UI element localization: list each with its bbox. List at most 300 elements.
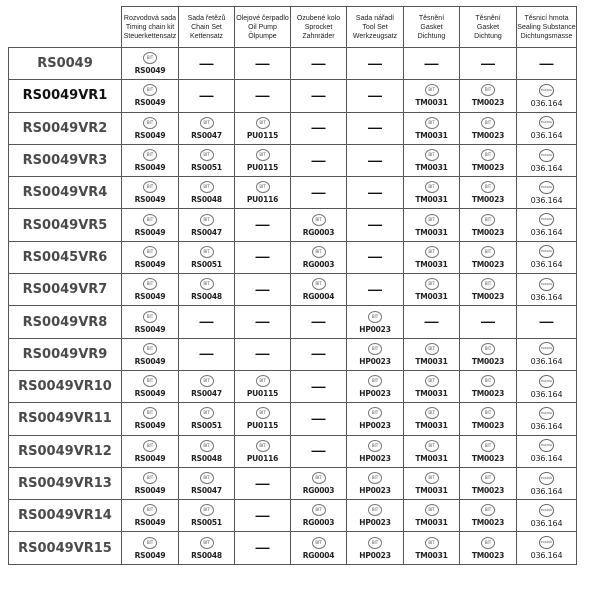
part-code: RS0047 [191,389,222,399]
model-number: RS0049VR7 [22,282,108,298]
part-entry [517,375,576,399]
bit-logo-icon: BIT [256,181,270,193]
bit-logo-icon: BIT [425,407,439,419]
part-entry [347,343,403,366]
part-code: 036.164 [530,195,563,205]
part-entry [404,278,459,301]
part-entry [347,537,403,560]
part-cell [347,338,404,370]
part-cell [235,500,291,532]
part-entry [404,181,459,204]
part-entry [122,149,178,172]
not-applicable-dash: — [368,151,382,168]
part-entry [404,407,459,430]
part-code: RS0049 [134,195,166,205]
part-cell [291,209,347,241]
bit-logo-icon: BIT [481,181,495,193]
model-cell [9,177,122,209]
part-cell [404,241,460,273]
part-entry [179,149,234,172]
part-code: 036.164 [530,486,563,496]
part-entry [347,375,403,398]
part-entry [179,537,234,560]
part-entry [404,375,459,398]
part-entry [517,278,576,302]
part-cell [179,500,235,532]
bit-logo-icon: BIT [143,117,157,129]
part-cell [347,112,404,144]
model-number: RS0049VR10 [18,379,112,395]
part-cell [517,403,577,435]
model-cell [9,435,122,467]
part-cell [460,306,517,338]
part-entry [122,440,178,463]
column-header-line: Chain Set [191,23,222,31]
part-entry [347,472,403,495]
part-code: 036.164 [530,551,563,561]
model-cell [9,370,122,402]
bit-logo-icon: BIT [200,407,214,419]
bit-logo-icon: BIT [368,440,382,452]
bit-logo-icon: BIT [256,440,270,452]
part-cell [347,241,404,273]
part-cell [291,48,347,80]
column-header-line: Sada nářadí [355,14,395,22]
part-code: TM0031 [415,389,448,399]
part-code: TM0031 [415,98,448,108]
part-entry [404,214,459,237]
bit-logo-icon: BIT [200,472,214,484]
not-applicable-dash: — [199,313,214,330]
table-row [9,435,577,467]
part-cell [460,403,517,435]
part-cell [517,80,577,112]
part-code: 036.164 [530,98,563,108]
table-row [9,532,577,564]
part-code: RS0051 [191,518,222,528]
column-header-line: Oil Pump [248,23,277,31]
column-header-line: Sada řetězů [187,14,226,22]
not-applicable-dash: — [255,345,270,362]
part-cell [235,532,291,564]
part-cell [179,80,235,112]
part-cell [347,532,404,564]
table-row [9,306,577,338]
column-header-line: Těsnění [475,14,501,22]
bit-logo-icon: BIT [481,407,495,419]
part-code: HP0023 [359,550,391,560]
not-applicable-dash: — [255,248,270,265]
part-cell [517,338,577,370]
part-cell [179,370,235,402]
bit-logo-icon: BIT [312,214,326,226]
part-entry [460,181,516,204]
column-header-line: Sealing Substance [517,23,576,31]
part-entry [235,149,290,172]
column-header-line: Dichtung [474,32,502,40]
bit-logo-icon: BIT [143,407,157,419]
part-cell [235,435,291,467]
part-cell [179,306,235,338]
part-cell [291,177,347,209]
part-code: RS0049 [134,292,166,302]
bit-logo-icon: BIT [143,84,157,96]
part-cell [404,177,460,209]
part-cell [404,500,460,532]
part-entry [404,504,459,527]
part-entry [122,407,178,430]
bit-logo-icon: BIT [312,537,326,549]
not-applicable-dash: — [255,474,270,491]
table-row [9,209,577,241]
bit-logo-icon: BIT [425,440,439,452]
part-code: RS0049 [134,227,166,237]
part-cell [291,241,347,273]
bit-logo-icon: BIT [200,149,214,161]
bit-logo-icon: BIT [200,537,214,549]
column-header [179,7,235,48]
model-cell [9,241,122,273]
not-applicable-dash: — [368,216,382,233]
part-entry [517,213,576,237]
part-code: 036.164 [530,357,563,367]
part-code: TM0023 [471,421,505,431]
part-code: TM0023 [471,486,505,495]
part-cell [517,144,577,176]
bit-logo-icon: BIT [200,375,214,387]
elring-logo-icon: ELRING [539,149,554,162]
bit-logo-icon: BIT [425,117,439,129]
part-cell [460,435,517,467]
table-row [9,338,577,370]
part-cell [460,241,517,273]
part-cell [291,80,347,112]
model-cell [9,532,122,564]
bit-logo-icon: BIT [200,278,214,290]
model-number: RS0049VR5 [22,217,108,233]
not-applicable-dash: — [311,151,326,168]
column-header-line: Dichtungsmasse [520,32,573,40]
column-header-line: Kettensatz [189,32,224,40]
part-cell [291,338,347,370]
part-entry [460,375,516,398]
table-row [9,500,577,532]
table-row [9,80,577,112]
part-cell [347,177,404,209]
part-code: TM0023 [471,518,505,528]
elring-logo-icon: ELRING [539,407,554,420]
part-code: TM0023 [471,356,505,366]
part-cell [517,274,577,306]
part-cell [179,177,235,209]
part-cell [404,338,460,370]
part-code: RS0048 [191,550,222,560]
part-cell [460,500,517,532]
part-cell [179,532,235,564]
part-entry [460,440,516,463]
model-number: RS0049VR15 [18,540,112,556]
elring-logo-icon: ELRING [539,375,554,388]
bit-logo-icon: BIT [481,343,495,355]
part-code: RS0051 [191,421,222,431]
not-applicable-dash: — [199,345,214,362]
part-entry [517,439,576,463]
table-row [9,370,577,402]
part-cell [517,467,577,499]
bit-logo-icon: BIT [256,407,270,419]
bit-logo-icon: BIT [256,117,270,129]
part-code: PU0116 [246,195,279,205]
part-cell [460,274,517,306]
not-applicable-dash: — [311,409,326,426]
part-cell [122,500,179,532]
column-header-line: Zahnräder [302,32,335,40]
model-number: RS0049VR12 [18,443,112,459]
part-code: RS0049 [134,453,166,463]
bit-logo-icon: BIT [481,278,495,290]
bit-logo-icon: BIT [200,214,214,226]
part-entry [347,504,403,527]
part-cell [235,338,291,370]
part-cell [347,144,404,176]
not-applicable-dash: — [311,442,326,459]
part-entry [179,375,234,398]
part-entry [291,537,346,560]
elring-logo-icon: ELRING [539,245,554,258]
bit-logo-icon: BIT [481,149,495,161]
part-code: RS0047 [191,227,222,237]
part-code: HP0023 [359,324,391,334]
model-cell [9,80,122,112]
part-entry [179,278,234,301]
part-entry [122,278,178,301]
part-entry [460,117,516,140]
not-applicable-dash: — [255,54,270,71]
bit-logo-icon: BIT [368,407,382,419]
column-header [460,7,517,48]
column-header-line: Ölpumpe [248,32,277,40]
part-entry [460,278,516,301]
table-row [9,274,577,306]
bit-logo-icon: BIT [143,375,157,387]
table-row [9,467,577,499]
bit-logo-icon: BIT [481,84,495,96]
model-number: RS0049 [37,56,93,72]
part-entry [122,84,178,107]
not-applicable-dash: — [424,54,439,71]
part-cell [122,144,179,176]
part-code: RS0048 [191,453,222,463]
part-code: TM0031 [415,356,448,366]
not-applicable-dash: — [311,345,326,362]
part-code: TM0023 [471,453,505,463]
part-cell [517,370,577,402]
part-cell [122,467,179,499]
part-entry [460,504,516,527]
part-code: PU0115 [246,421,279,431]
part-cell [235,241,291,273]
part-entry [460,407,516,430]
part-entry [235,117,290,140]
column-header-line: Tool Set [362,23,388,31]
bit-logo-icon: BIT [143,311,157,323]
part-cell [291,500,347,532]
column-header-line: Timing chain kit [125,23,175,31]
part-code: TM0023 [471,98,505,108]
bit-logo-icon: BIT [368,343,382,355]
part-code: RG0003 [302,486,335,495]
not-applicable-dash: — [368,119,382,136]
model-number: RS0049VR8 [22,314,108,330]
column-header-line: Werkzeugsatz [352,32,398,40]
part-cell [404,48,460,80]
elring-logo-icon: ELRING [539,439,554,452]
part-cell [347,467,404,499]
part-code: 036.164 [530,260,563,270]
model-number: RS0049VR1 [22,88,108,104]
model-number: RS0049VR11 [18,411,112,427]
part-code: 036.164 [530,292,563,302]
part-cell [404,144,460,176]
part-cell [179,274,235,306]
bit-logo-icon: BIT [425,504,439,516]
model-cell [9,338,122,370]
part-cell [347,306,404,338]
bit-logo-icon: BIT [425,537,439,549]
part-code: PU0116 [246,453,279,463]
part-entry [460,343,516,366]
part-cell [179,467,235,499]
part-cell [179,112,235,144]
part-cell [404,112,460,144]
part-code: RS0049 [134,421,166,431]
part-cell [347,500,404,532]
column-header-line: Olejové čerpadlo [236,14,289,22]
corner-cell [9,7,122,48]
part-entry [179,407,234,430]
bit-logo-icon: BIT [143,149,157,161]
elring-logo-icon: ELRING [539,116,554,129]
part-cell [122,209,179,241]
part-code: HP0023 [359,486,391,495]
table-row [9,241,577,273]
part-cell [460,144,517,176]
not-applicable-dash: — [368,54,382,71]
part-cell [122,177,179,209]
part-cell [517,241,577,273]
bit-logo-icon: BIT [481,504,495,516]
part-cell [460,370,517,402]
part-code: HP0023 [359,389,391,399]
part-code: 036.164 [530,421,563,431]
elring-logo-icon: ELRING [539,342,554,355]
bit-logo-icon: BIT [425,246,439,258]
bit-logo-icon: BIT [200,440,214,452]
part-entry [460,472,516,495]
part-cell [404,209,460,241]
not-applicable-dash: — [368,248,382,265]
not-applicable-dash: — [311,54,326,71]
model-cell [9,306,122,338]
part-code: TM0031 [415,421,448,431]
part-cell [347,209,404,241]
bit-logo-icon: BIT [200,246,214,258]
part-entry [122,311,178,334]
part-cell [460,112,517,144]
bit-logo-icon: BIT [481,214,495,226]
part-code: RS0048 [191,195,222,205]
bit-logo-icon: BIT [368,311,382,323]
model-cell [9,209,122,241]
elring-logo-icon: ELRING [539,472,554,485]
part-entry [122,52,178,75]
bit-logo-icon: BIT [256,375,270,387]
part-entry [404,537,459,560]
column-header-line: Těsnění [418,14,445,22]
elring-logo-icon: ELRING [539,181,554,194]
part-code: RG0003 [302,518,335,528]
model-cell [9,112,122,144]
header-row [9,7,577,48]
part-code: 036.164 [530,518,563,528]
part-entry [122,472,178,495]
part-entry [179,214,234,237]
part-code: TM0023 [471,389,505,399]
part-code: RS0051 [191,259,222,269]
part-cell [122,306,179,338]
part-cell [347,435,404,467]
not-applicable-dash: — [255,539,270,556]
part-entry [404,440,459,463]
part-entry [460,149,516,172]
bit-logo-icon: BIT [200,117,214,129]
part-cell [517,306,577,338]
part-cell [404,274,460,306]
bit-logo-icon: BIT [143,440,157,452]
elring-logo-icon: ELRING [539,213,554,226]
bit-logo-icon: BIT [425,181,439,193]
part-code: TM0031 [415,292,448,302]
part-code: HP0023 [359,356,391,366]
bit-logo-icon: BIT [368,504,382,516]
part-cell [460,177,517,209]
bit-logo-icon: BIT [312,504,326,516]
model-number: RS0049VR13 [18,476,112,491]
part-entry [517,245,576,269]
part-cell [179,403,235,435]
part-code: RG0003 [302,259,335,269]
not-applicable-dash: — [311,86,326,103]
part-code: RS0047 [191,486,222,495]
part-cell [347,274,404,306]
model-cell [9,144,122,176]
part-entry [291,246,346,269]
part-cell [347,403,404,435]
bit-logo-icon: BIT [143,246,157,258]
model-cell [9,403,122,435]
model-number: RS0049VR2 [22,120,108,136]
part-cell [179,144,235,176]
part-cell [122,274,179,306]
part-cell [517,112,577,144]
bit-logo-icon: BIT [143,504,157,516]
bit-logo-icon: BIT [143,537,157,549]
part-cell [122,48,179,80]
part-code: 036.164 [530,131,563,141]
part-code: RS0048 [191,292,222,302]
part-cell [291,467,347,499]
part-cell [122,112,179,144]
